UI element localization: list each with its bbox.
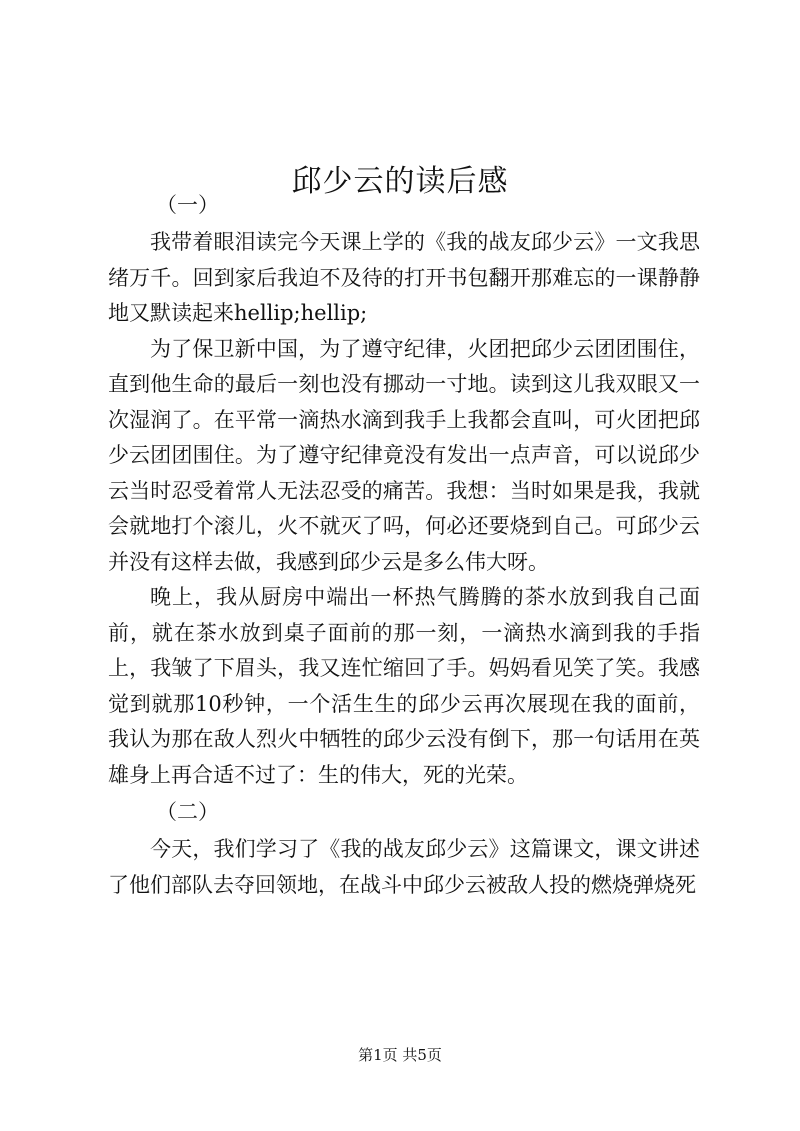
section-heading: （二） xyxy=(156,800,219,824)
paragraph: 今天，我们学习了《我的战友邱少云》这篇课文，课文讲述了他们部队去夺回领地，在战斗中邱少云被敌人投的燃烧弹烧死 xyxy=(108,837,700,897)
section-2 xyxy=(108,793,700,903)
section-1 xyxy=(108,186,700,793)
page-number: 第1页 共5页 xyxy=(358,1046,442,1064)
section-heading: （一） xyxy=(156,193,219,217)
paragraph: 为了保卫新中国，为了遵守纪律，火团把邱少云团团围住，直到他生命的最后一刻也没有挪动一寸地。读到这儿我双眼又一次湿润了。在平常一滴热水滴到我手上我都会直叫，可火团把邱少云团团围住。为了遵守纪律竟没有发出一点声音，可以说邱少云当时忍受着常人无法忍受的痛苦。我想：当时如果是我，我就会就地打个滚儿，火不就灭了吗，何必还要烧到自己。可邱少云并没有这样去做，我感到邱少云是多么伟大呀。 xyxy=(108,336,700,574)
document-title: 邱少云的读后感 xyxy=(291,164,509,200)
paragraph: 晚上，我从厨房中端出一杯热气腾腾的茶水放到我自己面前，就在茶水放到桌子面前的那一刻，一滴热水滴到我的手指上，我皱了下眉头，我又连忙缩回了手。妈妈看见笑了笑。我感觉到就那10秒钟，一个活生生的邱少云再次展现在我的面前，我认为那在敌人烈火中牺牲的邱少云没有倒下，那一句话用在英雄身上再合适不过了：生的伟大，死的光荣。 xyxy=(108,585,700,787)
paragraph: 我带着眼泪读完今天课上学的《我的战友邱少云》一文我思绪万千。回到家后我迫不及待的打开书包翻开那难忘的一课静静地又默读起来hellip;hellip; xyxy=(108,230,700,325)
document-body xyxy=(108,186,700,903)
